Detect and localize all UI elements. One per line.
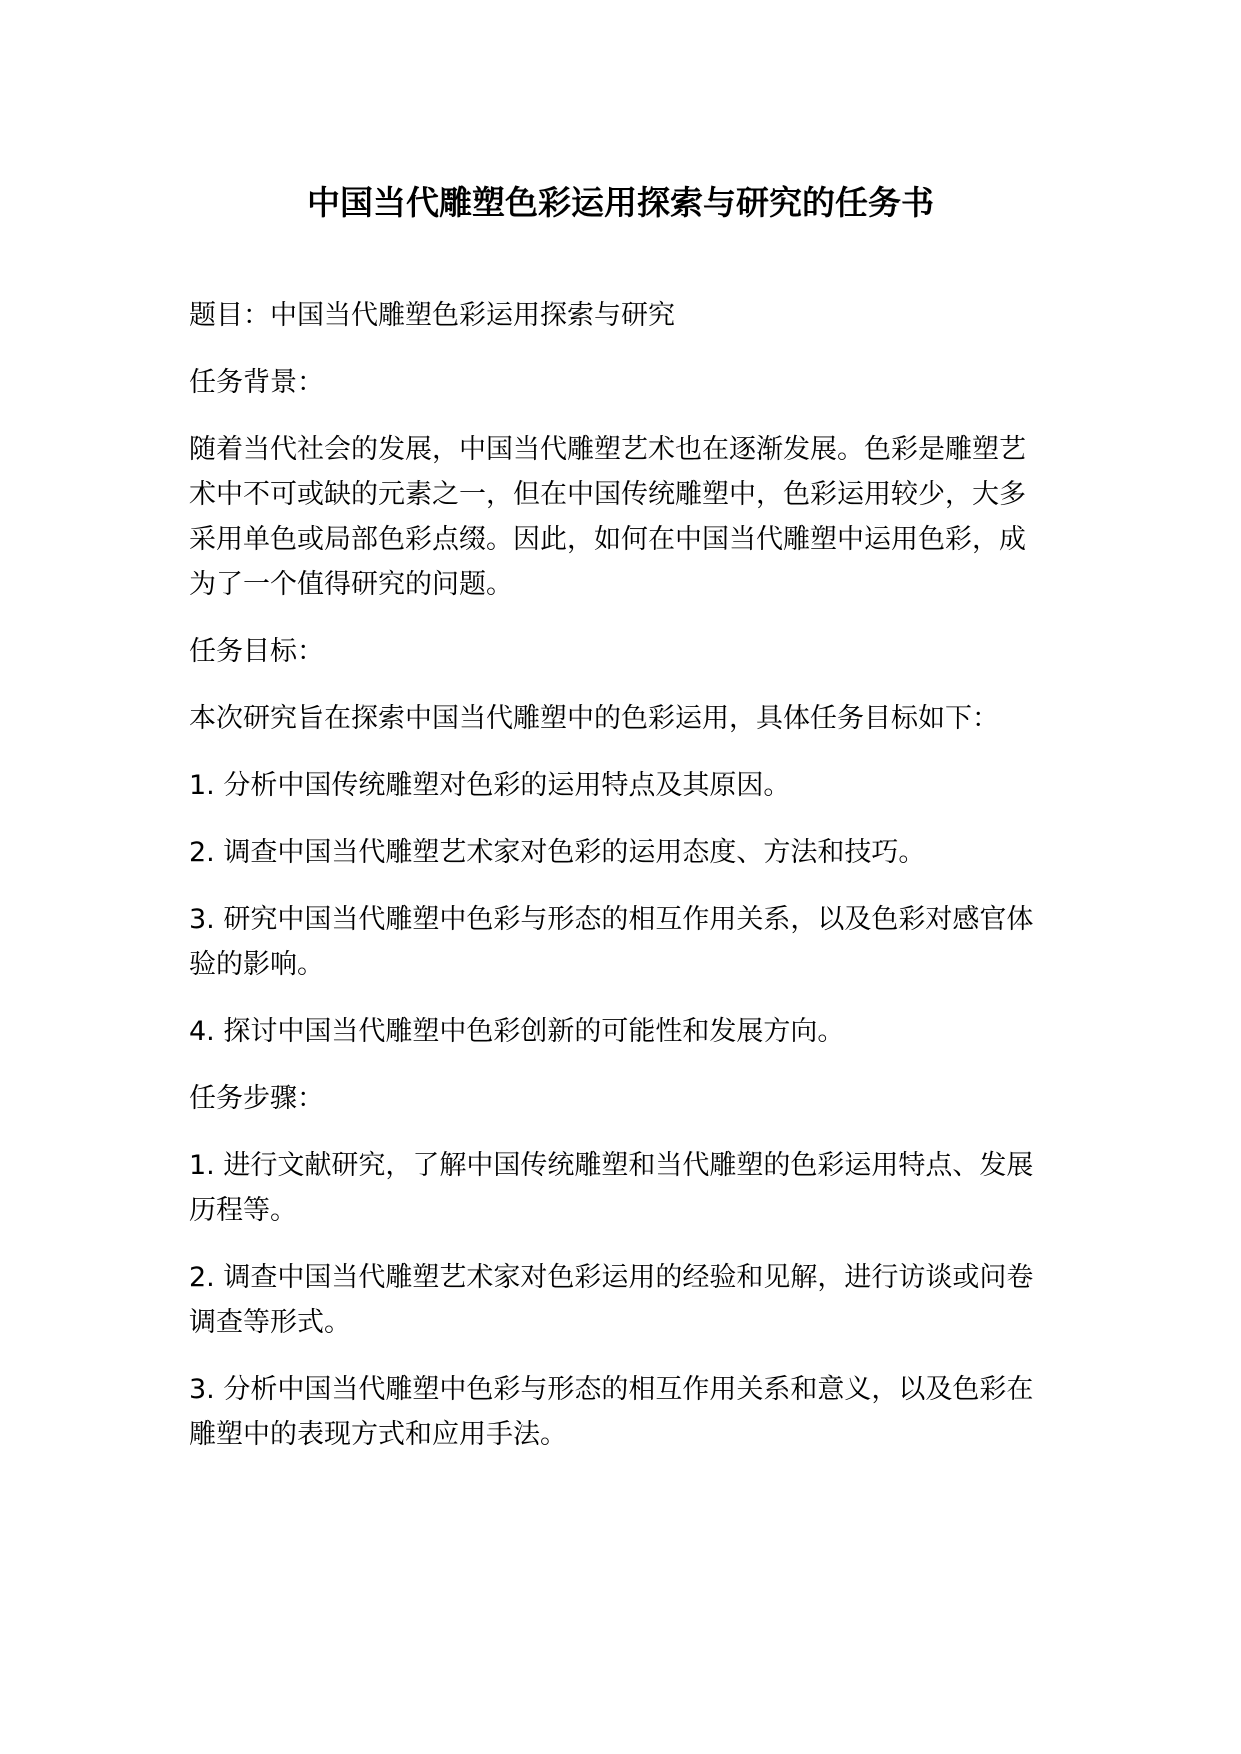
step-item: 3. 分析中国当代雕塑中色彩与形态的相互作用关系和意义，以及色彩在雕塑中的表现方式和应用手法。 — [189, 1374, 1034, 1450]
document-body — [189, 293, 1049, 1479]
step-item: 2. 调查中国当代雕塑艺术家对色彩运用的经验和见解，进行访谈或问卷调查等形式。 — [189, 1262, 1034, 1338]
background-heading: 任务背景： — [189, 367, 324, 398]
document-title: 中国当代雕塑色彩运用探索与研究的任务书 — [307, 183, 934, 222]
goal-item: 1. 分析中国传统雕塑对色彩的运用特点及其原因。 — [189, 770, 791, 801]
goal-item: 2. 调查中国当代雕塑艺术家对色彩的运用态度、方法和技巧。 — [189, 837, 926, 868]
step-item: 1. 进行文献研究，了解中国传统雕塑和当代雕塑的色彩运用特点、发展历程等。 — [189, 1150, 1034, 1226]
topic-line: 题目：中国当代雕塑色彩运用探索与研究 — [189, 300, 675, 331]
goals-intro: 本次研究旨在探索中国当代雕塑中的色彩运用，具体任务目标如下： — [189, 703, 999, 734]
background-paragraph: 随着当代社会的发展，中国当代雕塑艺术也在逐渐发展。色彩是雕塑艺术中不可或缺的元素之一，但在中国传统雕塑中，色彩运用较少，大多采用单色或局部色彩点缀。因此，如何在中国当代雕塑中运用色彩，成为了一个值得研究的问题。 — [189, 434, 1026, 600]
goal-item: 4. 探讨中国当代雕塑中色彩创新的可能性和发展方向。 — [189, 1016, 845, 1047]
goal-item: 3. 研究中国当代雕塑中色彩与形态的相互作用关系，以及色彩对感官体验的影响。 — [189, 904, 1034, 980]
steps-heading: 任务步骤： — [189, 1083, 324, 1114]
goals-heading: 任务目标： — [189, 636, 324, 667]
